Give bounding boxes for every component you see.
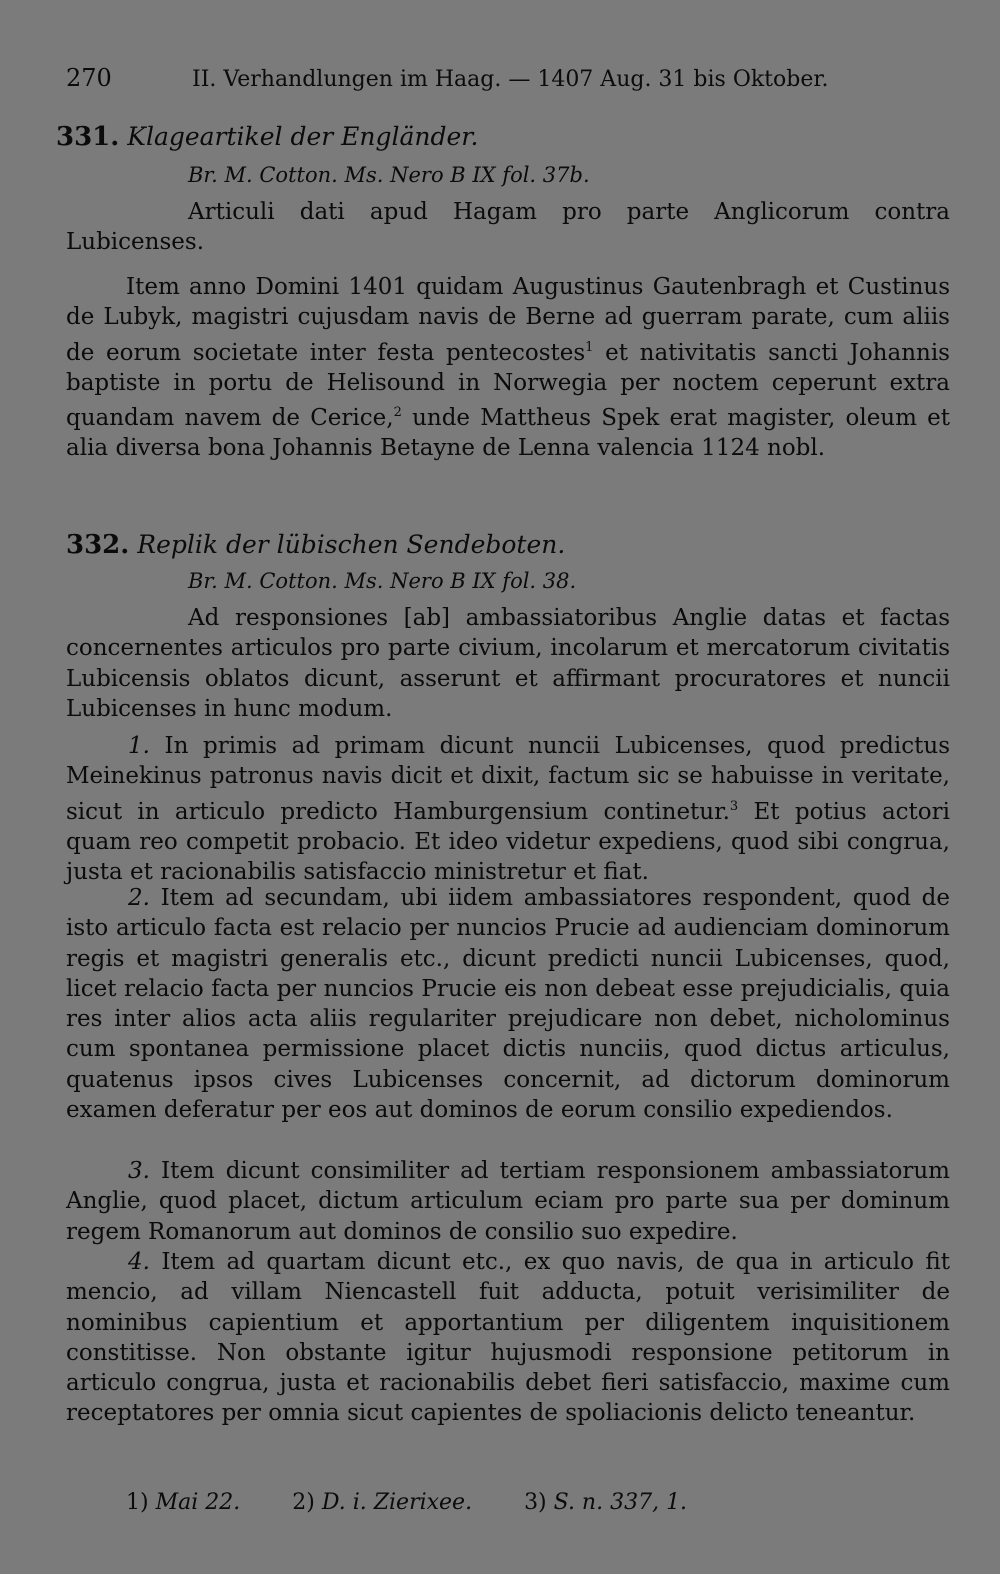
doc-332-item-1: [66, 731, 950, 887]
running-header: [66, 64, 829, 92]
footnote-3-label: 3): [524, 1490, 547, 1515]
footnotes: [126, 1490, 687, 1515]
item-3-number: 3.: [128, 1158, 150, 1184]
item-1-text-b: Et potius actori quam reo competit probacio. Et ideo videtur expediens, quod sibi congrua, justa et racionabilis satisfaccio ministretur et fiat.: [66, 798, 950, 886]
page-number: 270: [66, 64, 112, 92]
doc-332-item-2: [66, 883, 950, 1125]
running-title: II. Verhandlungen im Haag. — 1407 Aug. 31 bis Oktober.: [192, 67, 829, 92]
footnote-2-text: D. i. Zierixee.: [321, 1490, 473, 1515]
doc-331-source: Br. M. Cotton. Ms. Nero B IX fol. 37b.: [188, 163, 590, 187]
doc-331-article-text-a: Item anno Domini 1401 quidam Augustinus Gautenbragh et Custinus de Lubyk, magistri cujusdam navis de Berne ad guerram parate, cum aliis de eorum societate inter festa pentecostes: [66, 274, 950, 366]
doc-332-source: Br. M. Cotton. Ms. Nero B IX fol. 38.: [188, 569, 577, 593]
doc-331-article-text-b: et nativitatis sancti Johannis baptiste in portu de Helisound in Norwegia per noctem ceperunt extra quandam navem de Cerice,: [66, 339, 950, 432]
item-4-text: Item ad quartam dicunt etc., ex quo navis, de qua in articulo fit mencio, ad villam Niencastell fuit adducta, potuit verisimiliter de nominibus capientium et apportantium per diligentem inquisitionem constitisse. Non obstante igitur hujusmodi responsione petitorum in articulo congrua, justa et racionabilis debet fieri satisfaccio, maxime cum receptatores per omnia sicut capientes de spoliacionis delicto teneantur.: [66, 1249, 950, 1427]
doc-332-intro: Ad responsiones [ab] ambassiatoribus Anglie datas et factas concernentes articulos pro parte civium, incolarum et mercatorum civitatis Lubicensis oblatos dicunt, asserunt et affirmant procuratores et nuncii Lubicenses in hunc modum.: [66, 605, 950, 722]
footnote-ref-3: 3: [729, 798, 739, 814]
footnote-1-label: 1): [126, 1490, 149, 1515]
footnote-3-text: S. n. 337, 1.: [553, 1490, 688, 1515]
footnote-2-label: 2): [292, 1490, 315, 1515]
doc-331-article: [66, 272, 950, 464]
item-2-text: Item ad secundam, ubi iidem ambassiatores respondent, quod de isto articulo facta est relacio per nuncios Prucie ad audienciam dominorum regis et magistri generalis etc., dicunt predicti nuncii Lubicenses, quod, licet relacio facta per nuncios Prucie eis non debeat esse prejudicialis, quia res inter alios acta aliis regulariter prejudicare non debet, nicholominus cum spontanea permissione placet dictis nunciis, quod dictus articulus, quatenus ipsos cives Lubicenses concernit, ad dictorum dominorum examen deferatur per eos aut dominos de eorum consilio expediendos.: [66, 885, 950, 1124]
item-1-text-a: In primis ad primam dicunt nuncii Lubicenses, quod predictus Meinekinus patronus navis dicit et dixit, factum sic se habuisse in veritate, sicut in articulo predicto Hamburgensium continetur.: [66, 733, 950, 825]
doc-332-heading: [66, 530, 565, 560]
doc-332-number: 332.: [66, 530, 130, 560]
doc-331-article-text-c: unde Mattheus Spek erat magister, oleum et alia diversa bona Johannis Betayne de Lenna valencia 1124 nobl.: [66, 405, 950, 462]
footnote-ref-2: 2: [393, 405, 402, 421]
footnote-ref-1: 1: [585, 339, 594, 355]
doc-332-item-4: [66, 1247, 950, 1429]
item-2-number: 2.: [128, 885, 150, 911]
doc-331-intro: Articuli dati apud Hagam pro parte Anglicorum contra Lubicenses.: [66, 199, 950, 256]
footnote-1-text: Mai 22.: [155, 1490, 241, 1515]
doc-331-heading: [56, 122, 478, 152]
doc-332-title: Replik der lübischen Sendeboten.: [137, 530, 566, 559]
item-4-number: 4.: [128, 1249, 150, 1275]
doc-331-title: Klageartikel der Engländer.: [127, 122, 479, 151]
item-1-number: 1.: [128, 733, 150, 759]
doc-331-number: 331.: [56, 122, 120, 152]
doc-332-item-3: [66, 1156, 950, 1247]
item-3-text: Item dicunt consimiliter ad tertiam responsionem ambassiatorum Anglie, quod placet, dictum articulum eciam pro parte sua per dominum regem Romanorum aut dominos de consilio suo expedire.: [66, 1158, 950, 1245]
